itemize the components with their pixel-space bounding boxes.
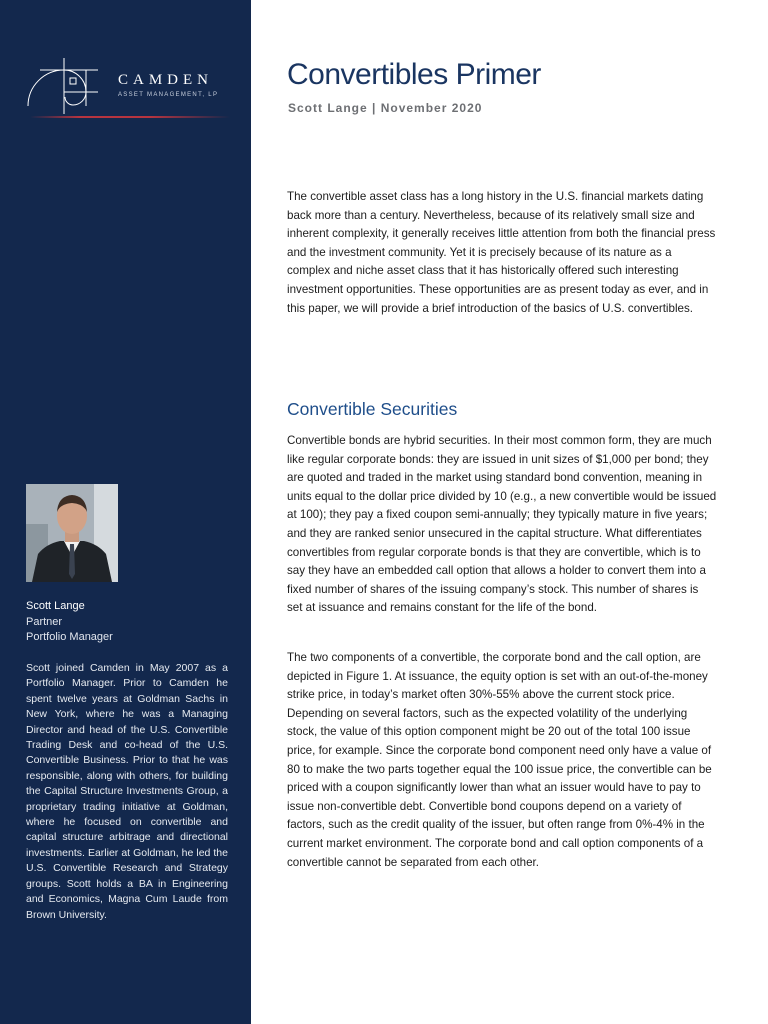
golden-spiral-logo-icon <box>26 56 106 116</box>
logo-name: CAMDEN <box>118 72 214 88</box>
logo-divider <box>30 116 230 118</box>
author-title: Partner <box>26 615 63 628</box>
paragraph-1-text: Convertible bonds are hybrid securities. In their most common form, they are much like regular corporate bonds: they are issued in unit sizes of $1,000 per bond; they are quoted and traded in the market using standard bond convention, meaning in units equal to the dollar price divided by 10 (e.g., a new convertible would be issued at 100); they pay a fixed coupon semi-annually; they typically mature in five years; and they are ranked senior unsecured in the capital structure. What differentiates convertibles from regular corporate bonds is that they are convertible, which is to say they have an embedded call option that allows a holder to convert them into a fixed number of shares of the issuing company’s stock. This number of shares is set at issuance and remains constant for the life of the bond. <box>287 434 717 615</box>
camden-logo <box>26 56 236 120</box>
portrait-illustration <box>26 484 118 582</box>
section-heading: Convertible Securities <box>287 399 458 419</box>
byline: Scott Lange | November 2020 <box>288 101 483 115</box>
author-name: Scott Lange <box>26 600 85 612</box>
intro-paragraph <box>287 188 717 318</box>
paragraph-2-text: The two components of a convertible, the corporate bond and the call option, are depicted in Figure 1. At issuance, the equity option is set with an out-of-the-money strike price, in today’s market often 30%-55% above the current stock price. Depending on several factors, such as the expected volatility of the underlying stock, the value of this option component might be 20 out of the total 100 issue price, for example. Since the corporate bond component need only have a value of 80 to make the two parts together equal the 100 issue price, the convertible can be priced with a coupon significantly lower than what an issuer would have to pay to issue non-convertible debt. Convertible bond coupons depend on a variety of factors, such as the credit quality of the issuer, but often range from 0%-4% in the current market environment. The corporate bond and call option components of a convertible cannot be separated from each other. <box>287 651 712 869</box>
page-title: Convertibles Primer <box>287 58 541 91</box>
author-role: Portfolio Manager <box>26 631 113 643</box>
sidebar <box>0 0 251 1024</box>
intro-text: The convertible asset class has a long history in the U.S. financial markets dating back more than a century. Nevertheless, because of its relatively small size and inherent complexity, it generally receives little attention from both the financial press and the investment community. Yet it is precisely because of its nature as a complex and niche asset class that it has historically offered such interesting investment opportunities. These opportunities are as present today as ever, and in this paper, we will provide a brief introduction of the basics of U.S. convertibles. <box>287 190 716 315</box>
author-photo <box>26 484 118 582</box>
author-bio: Scott joined Camden in May 2007 as a Portfolio Manager. Prior to Camden he spent twelve years at Goldman Sachs in New York, where he was a Managing Director and head of the U.S. Convertible Trading Desk and co-head of the U.S. Convertible Business. Prior to that he was responsible, along with others, for building the Capital Structure Investments Group, a proprietary trading initiative at Goldman, where he focused on convertible and capital structure arbitrage and directional investments. Earlier at Goldman, he led the U.S. Convertible Research and Strategy groups. Scott holds a BA in Engineering and Economics, Magna Cum Laude from Brown University. <box>26 662 228 921</box>
body-paragraph-2 <box>287 649 717 872</box>
logo-subtitle: ASSET MANAGEMENT, LP <box>118 92 219 98</box>
author-info <box>26 599 228 646</box>
body-paragraph-1 <box>287 432 717 618</box>
